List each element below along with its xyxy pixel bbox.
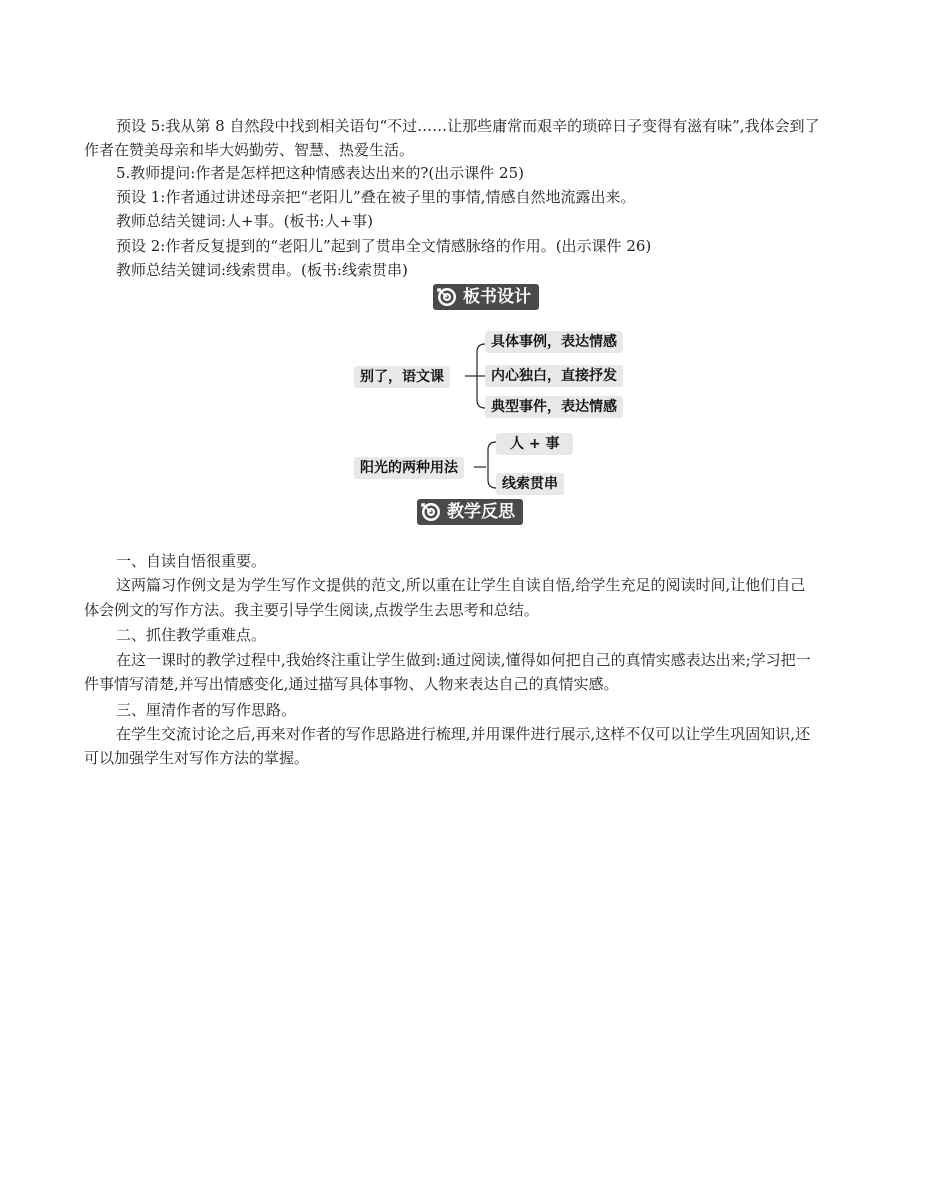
- reflection-text-3-line2: 可以加强学生对写作方法的掌握。: [84, 749, 310, 767]
- target-arrow-icon: [420, 501, 442, 523]
- board-branch-people-events: 人 + 事: [496, 433, 573, 455]
- paragraph-summary-1: 教师总结关键词:人+事。(板书:人+事): [116, 212, 373, 230]
- paragraph-teacher-question: 5.教师提问:作者是怎样把这种情感表达出来的?(出示课件 25): [116, 164, 524, 182]
- board-branch-clue: 线索贯串: [496, 473, 564, 495]
- board-design-title: 板书设计: [463, 287, 531, 307]
- bracket-connector-2: [474, 436, 498, 492]
- paragraph-preset-1: 预设 1:作者通过讲述母亲把“老阳儿”叠在被子里的事情,情感自然地流露出来。: [116, 188, 636, 206]
- paragraph-preset-2: 预设 2:作者反复提到的“老阳儿”起到了贯串全文情感脉络的作用。(出示课件 26): [116, 237, 652, 255]
- board-design-heading: [433, 284, 539, 310]
- reflection-point-2: 二、抓住教学重难点。: [116, 626, 267, 644]
- paragraph-preset-5-line1: 预设 5:我从第 8 自然段中找到相关语句“不过……让那些庸常而艰辛的琐碎日子变得有滋有味”,我体会到了: [116, 117, 820, 135]
- reflection-title: 教学反思: [447, 502, 515, 522]
- paragraph-summary-2: 教师总结关键词:线索贯串。(板书:线索贯串): [116, 261, 408, 279]
- board-root-farewell: 别了，语文课: [354, 366, 450, 388]
- reflection-text-2-line1: 在这一课时的教学过程中,我始终注重让学生做到:通过阅读,懂得如何把自己的真情实感表达出来;学习把一: [116, 651, 811, 669]
- reflection-text-3-line1: 在学生交流讨论之后,再来对作者的写作思路进行梳理,并用课件进行展示,这样不仅可以让学生巩固知识,还: [116, 725, 811, 743]
- board-branch-2: 内心独白，直接抒发: [485, 365, 623, 387]
- paragraph-preset-5-line2: 作者在赞美母亲和毕大妈勤劳、智慧、热爱生活。: [84, 141, 415, 159]
- board-root-sunshine: 阳光的两种用法: [354, 457, 464, 479]
- reflection-text-1-line2: 体会例文的写作方法。我主要引导学生阅读,点拨学生去思考和总结。: [84, 601, 539, 619]
- reflection-point-3: 三、厘清作者的写作思路。: [116, 701, 297, 719]
- reflection-text-1-line1: 这两篇习作例文是为学生写作文提供的范文,所以重在让学生自读自悟,给学生充足的阅读时间,让他们自己: [116, 576, 806, 594]
- reflection-point-1: 一、自读自悟很重要。: [116, 552, 267, 570]
- reflection-text-2-line2: 件事情写清楚,并写出情感变化,通过描写具体事物、人物来表达自己的真情实感。: [84, 675, 619, 693]
- board-branch-1: 具体事例，表达情感: [485, 331, 623, 353]
- bracket-connector-1: [465, 340, 487, 412]
- reflection-heading: [417, 499, 523, 525]
- board-branch-3: 典型事件，表达情感: [485, 396, 623, 418]
- target-arrow-icon: [436, 286, 458, 308]
